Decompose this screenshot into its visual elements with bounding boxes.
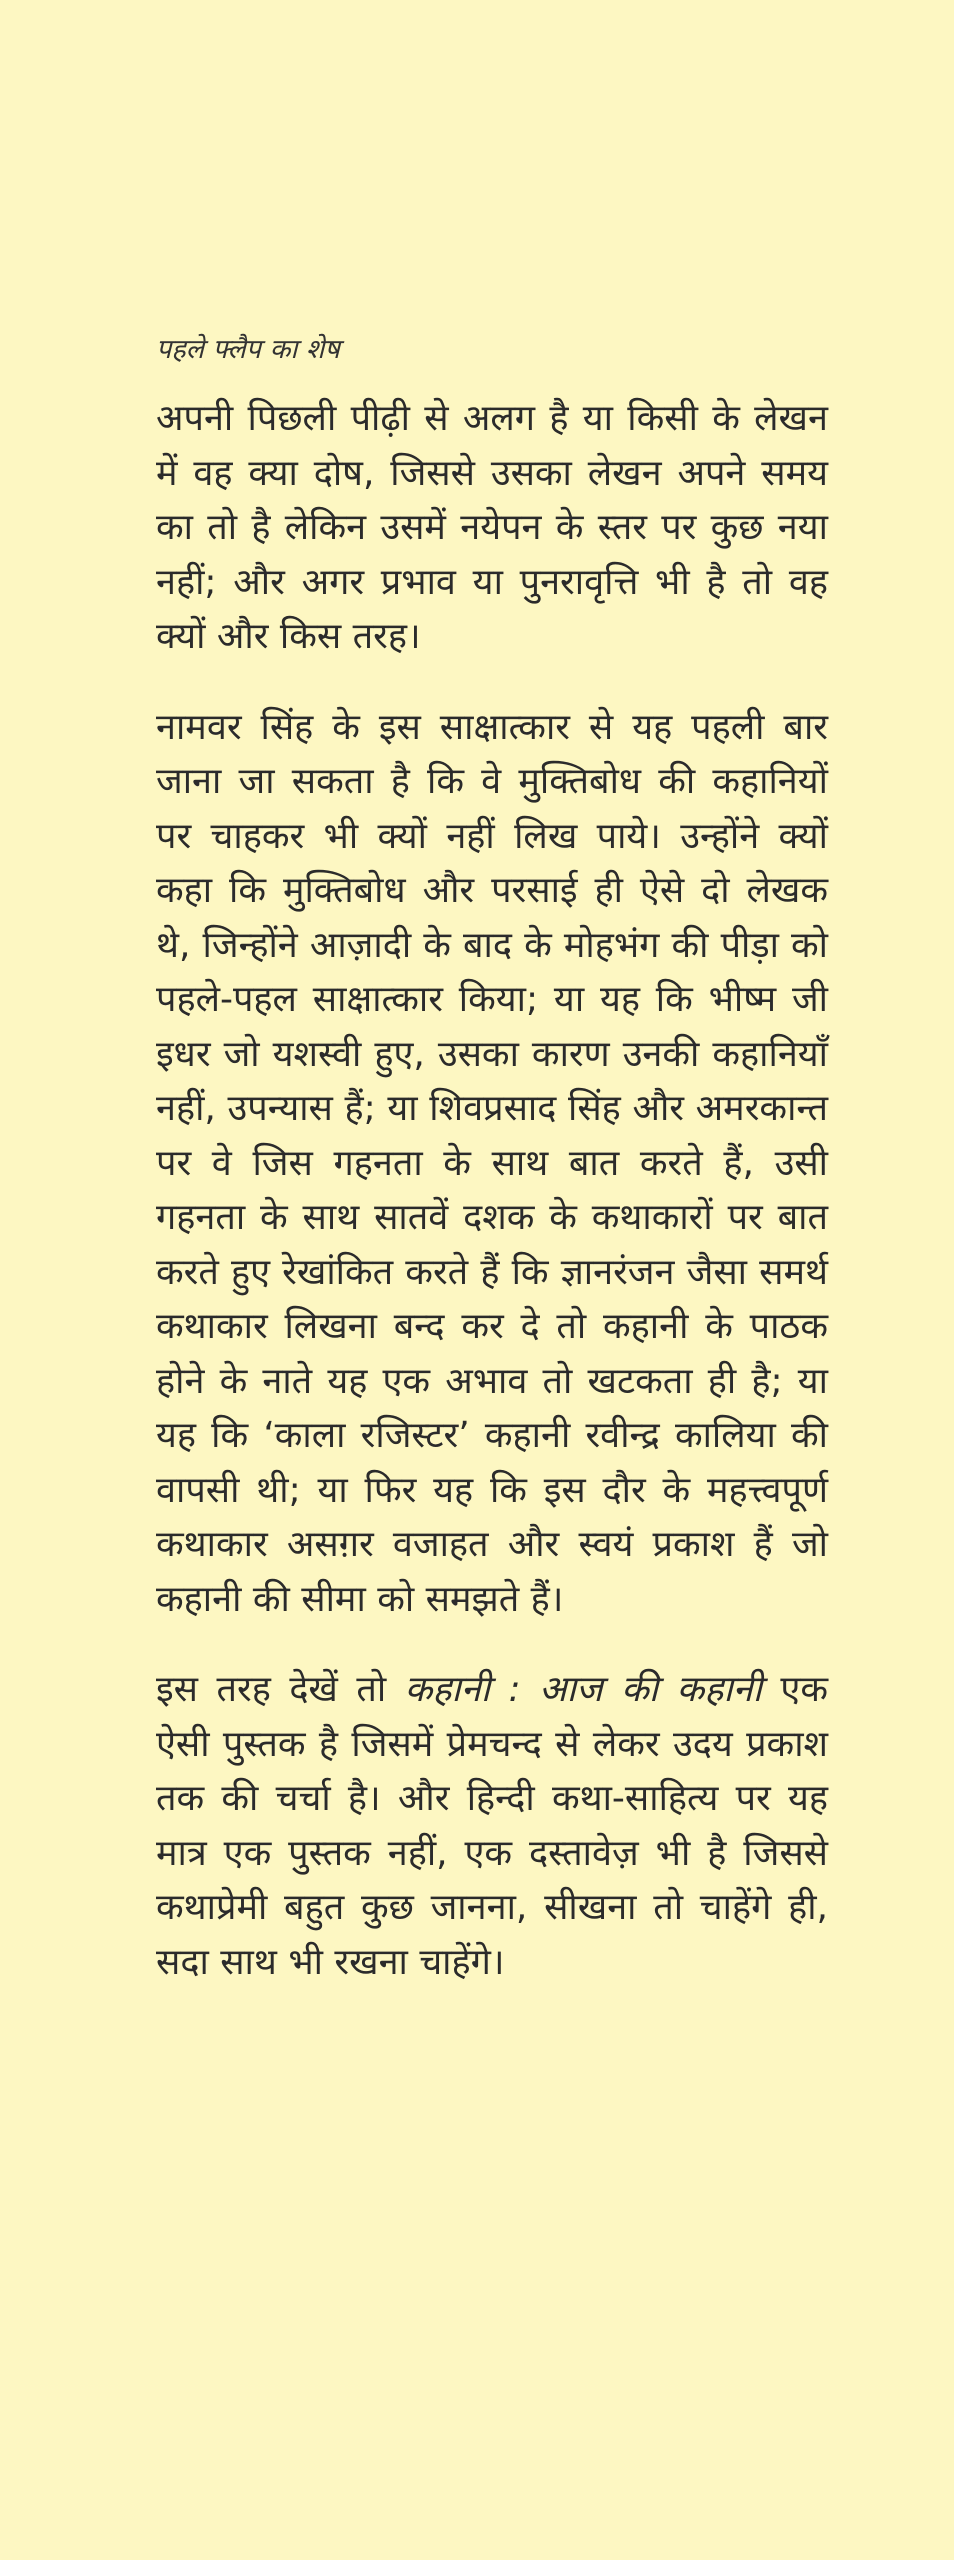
paragraph-2: नामवर सिंह के इस साक्षात्कार से यह पहली बार जाना जा सकता है कि वे मुक्तिबोध की कहानियों पर चाहकर भी क्यों नहीं लिख पाये। उन्होंने क्यों कहा कि मुक्तिबोध और परसाई ही ऐसे दो लेखक थे, जिन्होंने आज़ादी के बाद के मोहभंग की पीड़ा को पहले-पहल साक्षात्कार किया; या यह कि भीष्म जी इधर जो यशस्वी हुए, उसका कारण उनकी कहानियाँ नहीं, उपन्यास हैं; या शिवप्रसाद सिंह और अमरकान्त पर वे जिस गहनता के साथ बात करते हैं, उसी गहनता के साथ सातवें दशक के कथाकारों पर बात करते हुए रेखांकित करते हैं कि ज्ञानरंजन जैसा समर्थ कथाकार लिखना बन्द कर दे तो कहानी के पाठक होने के नाते यह एक अभाव तो खटकता ही है; या यह कि ‘काला रजिस्टर’ कहानी रवीन्द्र कालिया की वापसी थी; या फिर यह कि इस दौर के महत्त्वपूर्ण कथाकार असग़र वजाहत और स्वयं प्रकाश हैं जो कहानी की सीमा को समझते हैं। <box>156 706 828 1620</box>
flap-text-block <box>156 330 828 2026</box>
book-title: कहानी : आज की कहानी <box>404 1669 762 1710</box>
paragraph-3 <box>156 1663 828 1990</box>
paragraph-1: अपनी पिछली पीढ़ी से अलग है या किसी के लेखन में वह क्या दोष, जिससे उसका लेखन अपने समय का तो है लेकिन उसमें नयेपन के स्तर पर कुछ नया नहीं; और अगर प्रभाव या पुनरावृत्ति भी है तो वह क्यों और किस तरह। <box>156 398 828 657</box>
flap-continuation-label: पहले फ्लैप का शेष <box>156 334 340 365</box>
paragraph-3-prefix: इस तरह देखें तो <box>156 1669 405 1710</box>
paragraph-3-suffix: एक ऐसी पुस्तक है जिसमें प्रेमचन्द से लेकर उदय प्रकाश तक की चर्चा है। और हिन्दी कथा-साहित्य पर यह मात्र एक पुस्तक नहीं, एक दस्तावेज़ भी है जिससे कथाप्रेमी बहुत कुछ जानना, सीखना तो चाहेंगे ही, सदा साथ भी रखना चाहेंगे। <box>156 1669 828 1983</box>
